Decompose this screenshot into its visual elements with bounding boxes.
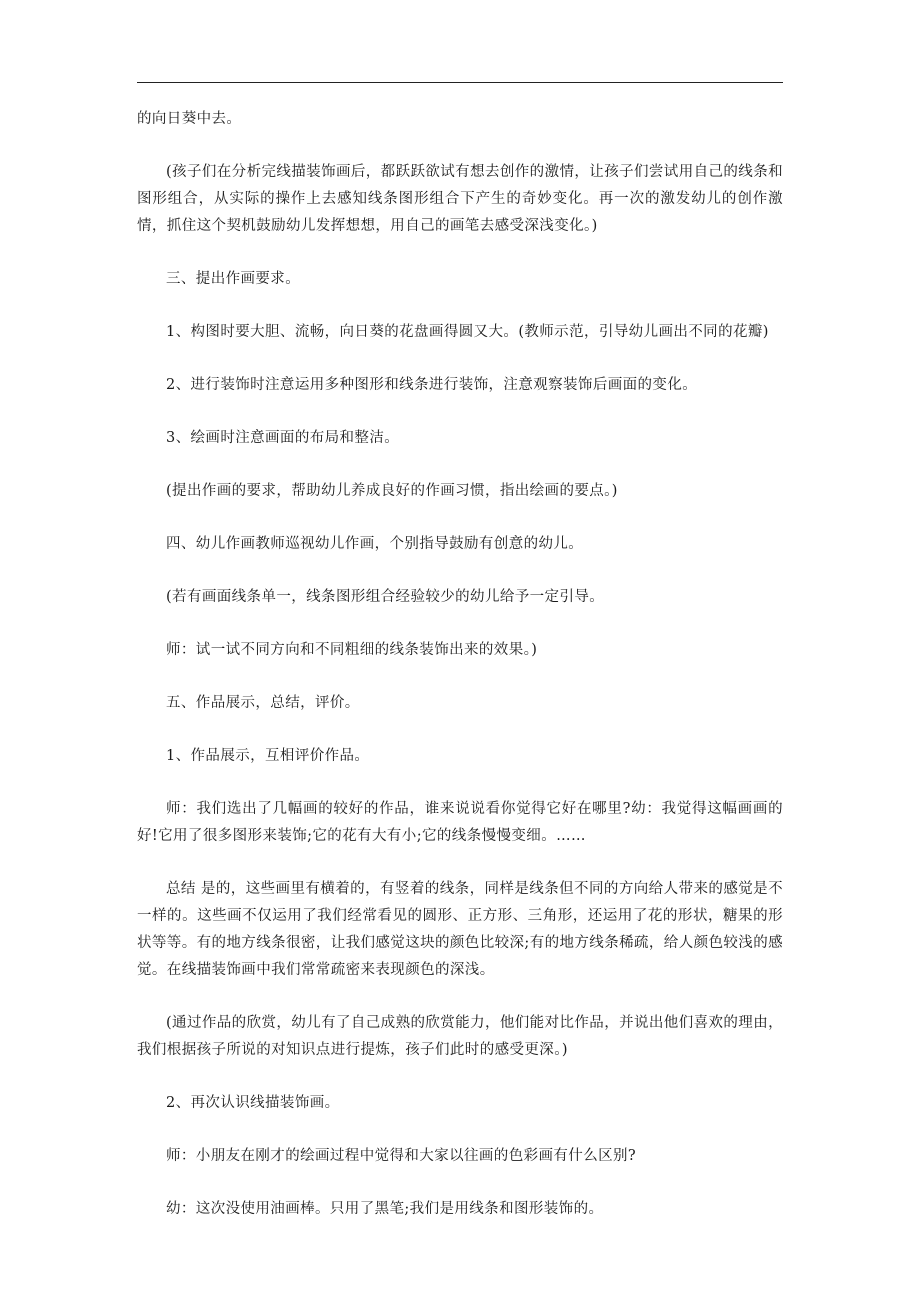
paragraph: 师：我们选出了几幅画的较好的作品，谁来说说看你觉得它好在哪里?幼：我觉得这幅画画的好!它用了很多图形来装饰;它的花有大有小;它的线条慢慢变细。…… xyxy=(137,801,783,844)
paragraph: 师：试一试不同方向和不同粗细的线条装饰出来的效果。) xyxy=(166,642,538,658)
paragraph: 的向日葵中去。 xyxy=(137,111,242,127)
section-heading: 三、提出作画要求。 xyxy=(166,271,301,287)
paragraph: 总结 是的，这些画里有横着的，有竖着的线条，同样是线条但不同的方向给人带来的感觉是不一样的。这些画不仅运用了我们经常看见的圆形、正方形、三角形，还运用了花的形状，糖果的形状等等。有的地方线条很密，让我们感觉这块的颜色比较深;有的地方线条稀疏，给人颜色较浅的感觉。在线描装饰画中我们常常疏密来表现颜色的深浅。 xyxy=(137,881,783,978)
paragraph: 1、构图时要大胆、流畅，向日葵的花盘画得圆又大。(教师示范，引导幼儿画出不同的花瓣) xyxy=(166,324,769,340)
section-heading: 五、作品展示，总结，评价。 xyxy=(166,695,360,711)
paragraph: 1、作品展示，互相评价作品。 xyxy=(166,748,370,764)
paragraph: (若有画面线条单一，线条图形组合经验较少的幼儿给予一定引导。 xyxy=(166,589,605,605)
paragraph: (通过作品的欣赏，幼儿有了自己成熟的欣赏能力，他们能对比作品，并说出他们喜欢的理由，我们根据孩子所说的对知识点进行提炼，孩子们此时的感受更深。) xyxy=(137,1015,783,1058)
header-rule xyxy=(137,82,783,83)
paragraph: 师：小朋友在刚才的绘画过程中觉得和大家以往画的色彩画有什么区别? xyxy=(166,1148,637,1164)
paragraph: 3、绘画时注意画面的布局和整洁。 xyxy=(166,430,400,446)
paragraph: (孩子们在分析完线描装饰画后，都跃跃欲试有想去创作的激情，让孩子们尝试用自己的线条和图形组合，从实际的操作上去感知线条图形组合下产生的奇妙变化。再一次的激发幼儿的创作激情，抓住这个契机鼓励幼儿发挥想想，用自己的画笔去感受深浅变化。) xyxy=(137,164,783,234)
paragraph: 幼：这次没使用油画棒。只用了黑笔;我们是用线条和图形装饰的。 xyxy=(166,1201,604,1217)
paragraph: 2、再次认识线描装饰画。 xyxy=(166,1095,340,1111)
document-body xyxy=(137,106,783,1249)
paragraph: (提出作画的要求，帮助幼儿养成良好的作画习惯，指出绘画的要点。) xyxy=(166,483,618,499)
paragraph: 2、进行装饰时注意运用多种图形和线条进行装饰，注意观察装饰后画面的变化。 xyxy=(166,377,698,393)
section-heading: 四、幼儿作画教师巡视幼儿作画，个别指导鼓励有创意的幼儿。 xyxy=(166,536,584,552)
